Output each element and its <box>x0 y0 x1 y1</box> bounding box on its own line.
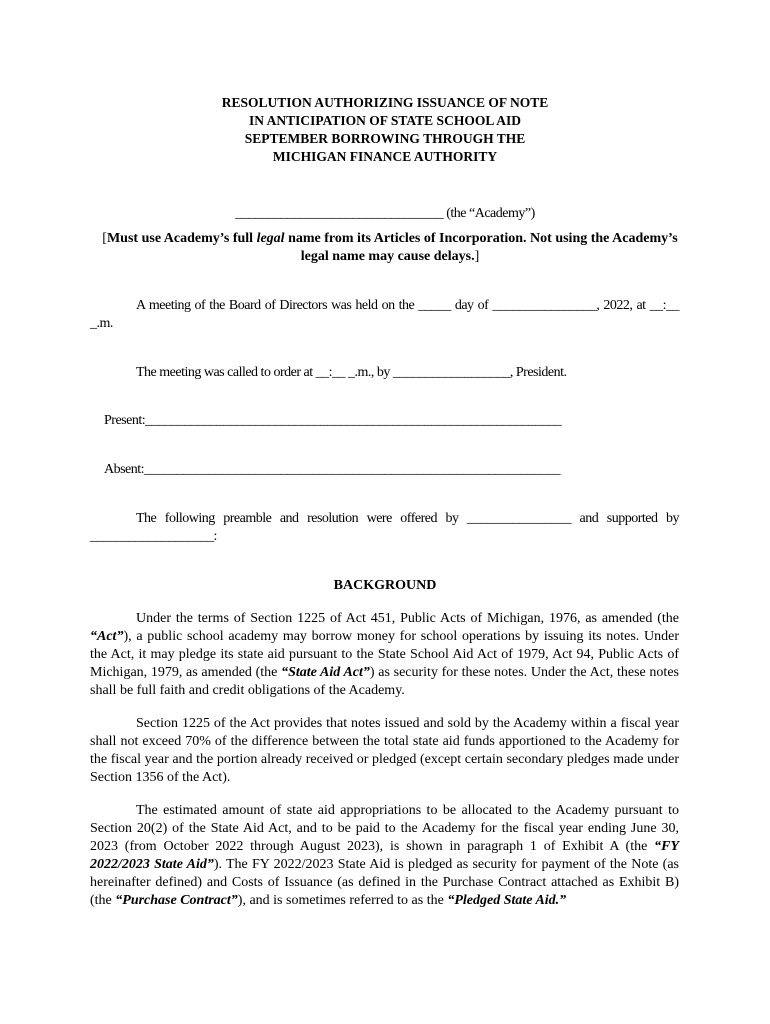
para1-text-1: Under the terms of Section 1225 of Act 451, Public Acts of Michigan, 1976, as amended (the <box>136 611 679 626</box>
instruction-close-bracket: ] <box>474 249 480 264</box>
background-paragraph-2: Section 1225 of the Act provides that notes issued and sold by the Academy within a fiscal year shall not exceed 70% of the difference between the total state aid funds apportioned to the Academy for the fiscal year and the portion already received or pledged (except certain secondary pledges made under Section 1356 of the Act). <box>90 716 679 785</box>
background-paragraph-3 <box>90 802 679 910</box>
para1-text-3: ) as security for these notes. Under the Act, these notes shall be full faith and credit obligations of the Academy. <box>90 665 679 698</box>
para1-text-2: ), a public school academy may borrow money for school operations by issuing its notes. Under the Act, it may pledge its state aid pursuant to the State School Aid Act of 1979, Act 94, Public Acts of Michigan, 1979, as amended (the <box>90 629 679 680</box>
para3-text-1: The estimated amount of state aid appropriations to be allocated to the Academy pursuant to Section 20(2) of the State Aid Act, and to be paid to the Academy for the fiscal year ending June 30, 2023 (from October 2022 through August 2023), is shown in paragraph 1 of Exhibit A (the <box>90 803 679 854</box>
instruction-text-1: Must use Academy’s full <box>106 231 257 246</box>
instruction-text-2: name from its Articles of Incorporation. Not using the Academy’s legal name may cause delays. <box>284 231 678 264</box>
meeting-called-line: The meeting was called to order at __:__ _.m., by __________________, President. <box>136 365 567 380</box>
meeting-held-paragraph: A meeting of the Board of Directors was held on the _____ day of ________________, 2022, at __:__ _.m. <box>90 298 679 331</box>
purchase-contract-defined-term: “Purchase Contract” <box>115 893 238 908</box>
present-line: Present:________________________________________________________________ <box>104 413 562 428</box>
academy-name-line: ________________________________ (the “Academy”) <box>235 206 535 221</box>
background-heading: BACKGROUND <box>333 578 437 593</box>
instruction-text-italic: legal <box>256 231 285 246</box>
background-paragraph-1 <box>90 610 679 700</box>
title-line-1: RESOLUTION AUTHORIZING ISSUANCE OF NOTE <box>221 95 549 110</box>
fy-state-aid-defined-term: “FY 2022/2023 State Aid” <box>90 839 679 872</box>
para3-text-3: ), and is sometimes referred to as the <box>237 893 448 908</box>
state-aid-act-defined-term: “State Aid Act” <box>281 665 370 680</box>
academy-name-instruction <box>100 230 680 266</box>
absent-line: Absent:________________________________________________________________ <box>104 462 561 477</box>
act-defined-term: “Act” <box>90 629 124 644</box>
instruction-open-bracket: [ <box>102 231 107 246</box>
title-line-2: IN ANTICIPATION OF STATE SCHOOL AID <box>249 113 521 128</box>
pledged-state-aid-defined-term: “Pledged State Aid.” <box>447 893 567 908</box>
document-title <box>90 94 680 166</box>
title-line-4: MICHIGAN FINANCE AUTHORITY <box>272 149 498 164</box>
para3-text-2: ). The FY 2022/2023 State Aid is pledged as security for payment of the Note (as hereinafter defined) and Costs of Issuance (as defined in the Purchase Contract attached as Exhibit B) (the <box>90 857 679 908</box>
title-line-3: SEPTEMBER BORROWING THROUGH THE <box>244 131 526 146</box>
offered-paragraph: The following preamble and resolution were offered by ________________ and supported by ___________________: <box>90 511 679 544</box>
